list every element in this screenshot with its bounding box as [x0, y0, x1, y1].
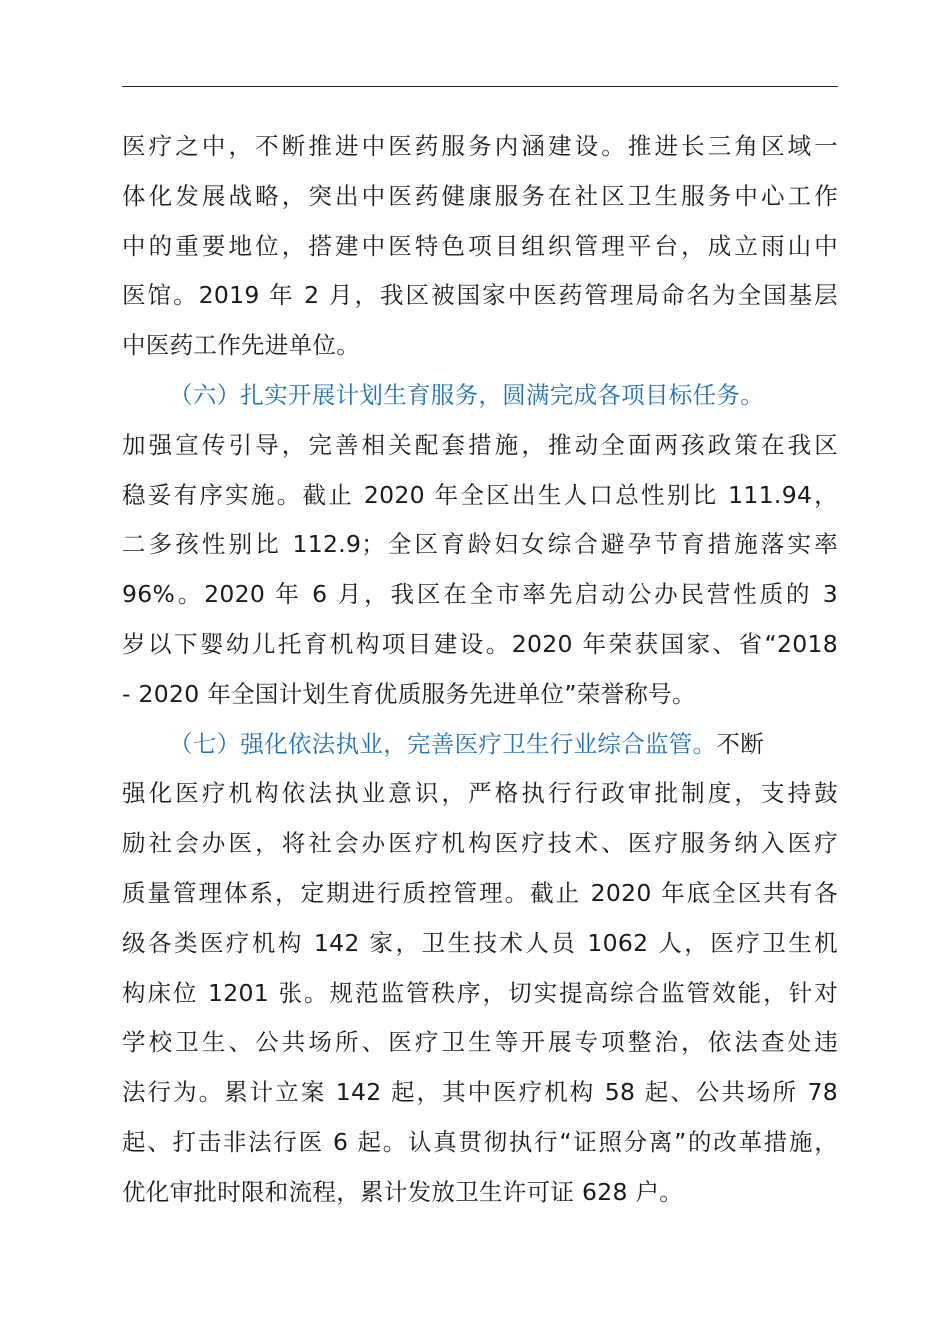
text-line: 中的重要地位，搭建中医特色项目组织管理平台，成立雨山中: [122, 231, 838, 260]
text-line: 构床位 1201 张。规范监管秩序，切实提高综合监管效能，针对: [122, 978, 838, 1007]
text-line: 体化发展战略，突出中医药健康服务在社区卫生服务中心工作: [122, 181, 838, 210]
section-heading-tail: 不断: [716, 729, 765, 758]
text-line: 起、打击非法行医 6 起。认真贯彻执行“证照分离”的改革措施，: [122, 1127, 838, 1156]
paragraph-continuation: [122, 122, 838, 371]
text-line: 中医药工作先进单位。: [122, 331, 360, 360]
text-line: 加强宣传引导，完善相关配套措施，推动全面两孩政策在我区: [122, 430, 838, 459]
text-line: 96%。2020 年 6 月，我区在全市率先启动公办民营性质的 3: [122, 580, 838, 609]
text-line: 质量管理体系，定期进行质控管理。截止 2020 年底全区共有各: [122, 878, 838, 907]
text-line: 强化医疗机构依法执业意识，严格执行行政审批制度，支持鼓: [122, 779, 838, 808]
header-rule: [122, 86, 838, 87]
text-line: 医馆。2019 年 2 月，我区被国家中医药管理局命名为全国基层: [122, 281, 838, 310]
document-body: [122, 122, 838, 1218]
text-line: 级各类医疗机构 142 家，卫生技术人员 1062 人，医疗卫生机: [122, 928, 838, 957]
text-line: - 2020 年全国计划生育优质服务先进单位”荣誉称号。: [122, 679, 696, 708]
section-heading-line: [122, 371, 838, 421]
text-line: 二多孩性别比 112.9；全区育龄妇女综合避孕节育措施落实率: [122, 530, 838, 559]
section-family-planning: [122, 371, 838, 720]
section-heading: （六）扎实开展计划生育服务，圆满完成各项目标任务。: [169, 380, 764, 409]
text-line: 法行为。累计立案 142 起，其中医疗机构 58 起、公共场所 78: [122, 1078, 838, 1107]
section-heading: （七）强化依法执业，完善医疗卫生行业综合监管。: [169, 729, 717, 758]
text-line: 稳妥有序实施。截止 2020 年全区出生人口总性别比 111.94，: [122, 480, 838, 509]
text-line: 岁以下婴幼儿托育机构项目建设。2020 年荣获国家、省“2018: [122, 629, 838, 658]
text-line: 医疗之中，不断推进中医药服务内涵建设。推进长三角区域一: [122, 132, 838, 160]
text-line: 励社会办医，将社会办医疗机构医疗技术、医疗服务纳入医疗: [122, 829, 838, 858]
text-line: 学校卫生、公共场所、医疗卫生等开展专项整治，依法查处违: [122, 1028, 838, 1057]
text-line: 优化审批时限和流程，累计发放卫生许可证 628 户。: [122, 1177, 684, 1206]
section-medical-supervision: [122, 720, 838, 1218]
section-heading-line: [122, 720, 838, 770]
